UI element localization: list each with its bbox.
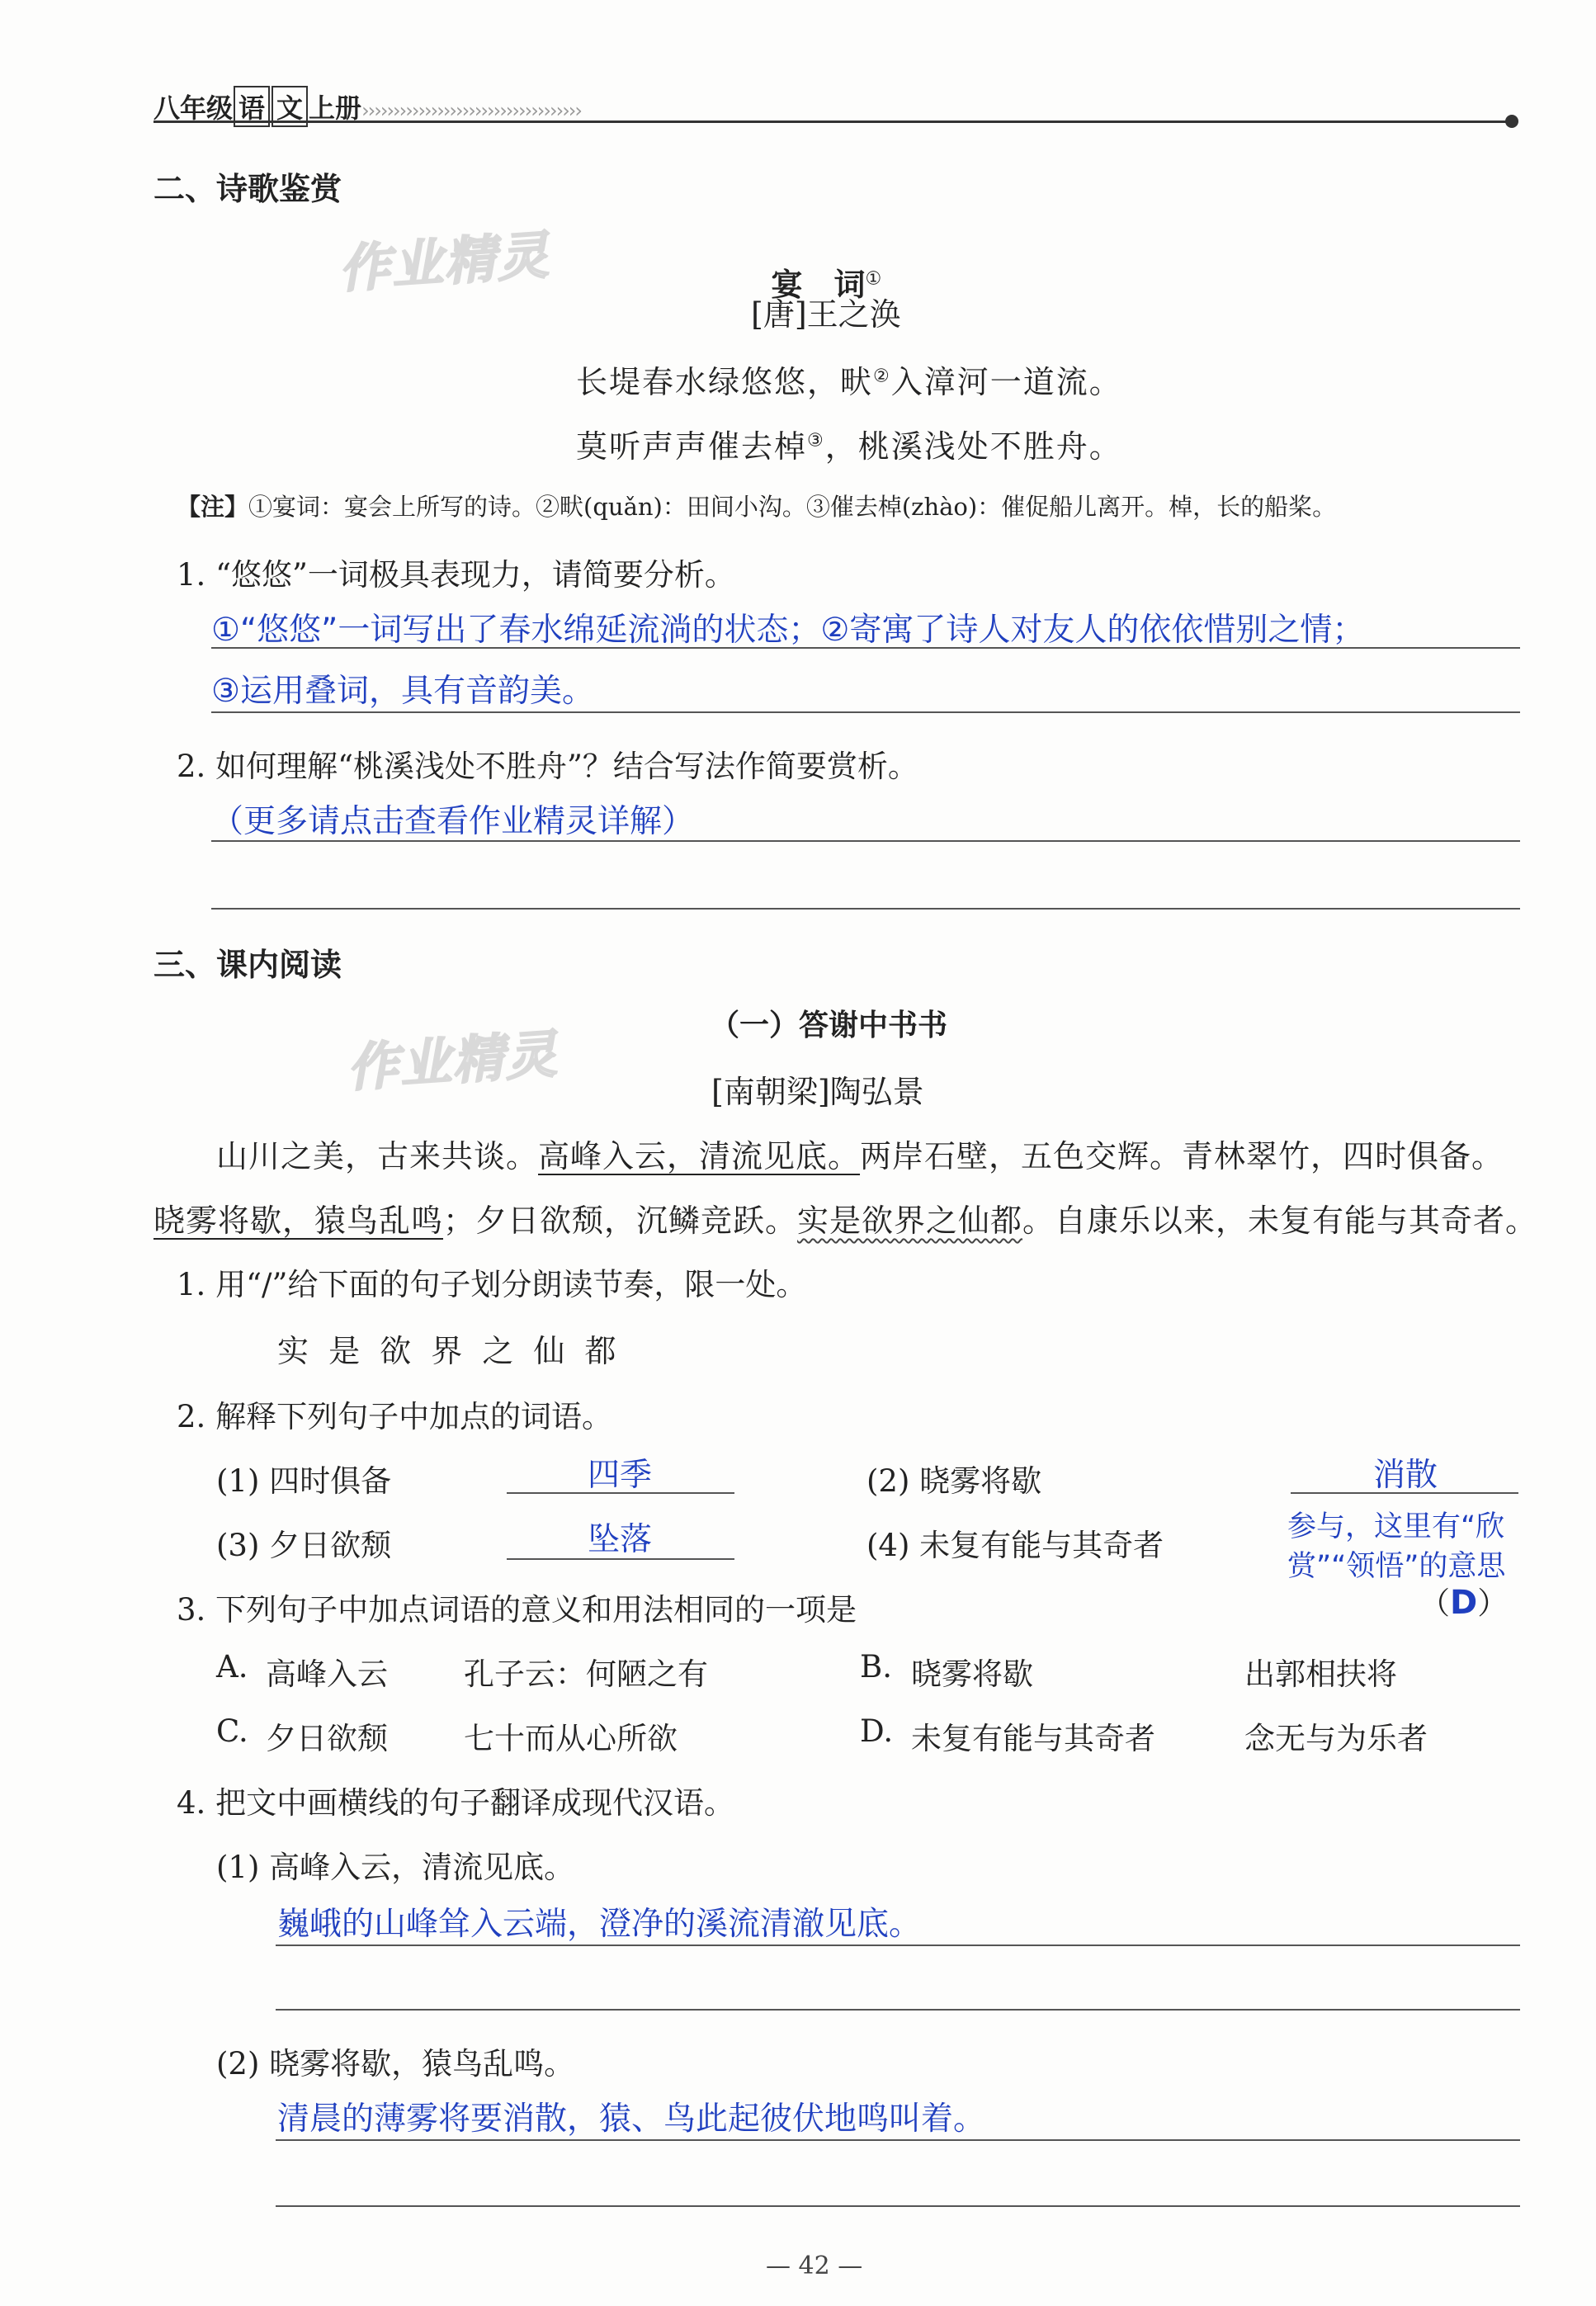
- subject-box-1: 语: [234, 86, 270, 127]
- page-number: — 42 —: [766, 2252, 863, 2280]
- option-d-right: 念无与为乐者: [1244, 1721, 1428, 1756]
- header-rule: [153, 120, 1509, 123]
- answer-line: [211, 908, 1520, 910]
- option-a-left: 高峰入云: [266, 1656, 388, 1692]
- answer-line: [276, 2009, 1520, 2011]
- q4-item-2: (2) 晓雾将歇，猿鸟乱鸣。: [216, 2046, 575, 2082]
- wavy-underlined-sentence: 实是欲界之仙都: [797, 1203, 1023, 1239]
- q2-item-3-answer: 坠落: [588, 1521, 653, 1558]
- s3-question-2: 2. 解释下列句子中加点的词语。: [177, 1399, 613, 1434]
- passage-author: [南朝梁]陶弘景: [711, 1074, 924, 1110]
- q2-item-2-answer: 消散: [1373, 1457, 1438, 1494]
- q4-item-1: (1) 高峰入云，清流见底。: [216, 1850, 575, 1885]
- grade-label: 八年级: [153, 92, 234, 124]
- option-c-right: 七十而从心所欲: [464, 1721, 678, 1756]
- option-c-letter: C.: [216, 1713, 248, 1749]
- underlined-sentence: 高峰入云，清流见底。: [538, 1138, 861, 1174]
- q2-item-3-label: (3) 夕日欲颓: [216, 1528, 392, 1563]
- s2-question-1: 1. “悠悠”一词极具表现力，请简要分析。: [177, 557, 735, 593]
- option-b-right: 出郭相扶将: [1244, 1656, 1397, 1692]
- section-2-title: 二、诗歌鉴赏: [153, 171, 342, 207]
- answer-line: [507, 1558, 734, 1560]
- s3-question-4: 4. 把文中画横线的句子翻译成现代汉语。: [177, 1785, 735, 1821]
- s3-question-3: 3. 下列句子中加点词语的意义和用法相同的一项是: [177, 1592, 857, 1628]
- poem-author: [唐]王之涣: [751, 296, 901, 333]
- option-d-letter: D.: [860, 1713, 894, 1749]
- option-c-left: 夕日欲颓: [266, 1721, 388, 1756]
- option-a-right: 孔子云：何陋之有: [464, 1656, 708, 1692]
- q2-item-4-label: (4) 未复有能与其奇者: [866, 1528, 1164, 1563]
- section-3-title: 三、课内阅读: [153, 947, 342, 983]
- answer-line: [276, 1945, 1520, 1946]
- poem-note: 【注】①宴词：宴会上所写的诗。②畎(quǎn)：田间小沟。③催去棹(zhào)：催促船儿离开。棹，长的船桨。: [177, 493, 1337, 521]
- poem-title-note: ①: [865, 268, 882, 290]
- q2-item-4-answer: 参与，这里有“欣赏”“领悟”的意思: [1287, 1510, 1506, 1583]
- option-b-letter: B.: [860, 1649, 892, 1685]
- poem-line-1: 长堤春水绿悠悠，畎②入漳河一道流。: [576, 364, 1122, 400]
- s2-answer-1-line-2: ③运用叠词，具有音韵美。: [211, 673, 594, 710]
- s2-answer-2[interactable]: （更多请点击查看作业精灵详解）: [211, 803, 695, 840]
- watermark-2: 作业精灵: [345, 1023, 560, 1099]
- q2-item-1-label: (1) 四时俱备: [216, 1463, 392, 1499]
- answer-line: [211, 840, 1520, 842]
- underlined-sentence: 晓雾将歇，猿鸟乱鸣: [153, 1203, 444, 1239]
- q3-answer-bracket: （D）: [1419, 1584, 1509, 1622]
- volume-label: 上册: [309, 92, 362, 124]
- passage-line-1: 山川之美，古来共谈。高峰入云，清流见底。两岸石壁，五色交辉。青林翠竹，四时俱备。: [216, 1138, 1504, 1174]
- q4-item-1-answer: 巍峨的山峰耸入云端，澄净的溪流清澈见底。: [277, 1906, 922, 1943]
- header-rule-dot: [1505, 115, 1518, 128]
- passage-line-2: 晓雾将歇，猿鸟乱鸣；夕日欲颓，沉鳞竞跃。实是欲界之仙都。自康乐以来，未复有能与其奇者。: [153, 1203, 1538, 1239]
- s2-answer-1-line-1: ①“悠悠”一词写出了春水绵延流淌的状态；②寄寓了诗人对友人的依依惜别之情；: [211, 612, 1365, 649]
- option-d-left: 未复有能与其奇者: [911, 1721, 1155, 1756]
- header-arrows: ›››››››››››››››››››››››››››››››››››: [361, 99, 581, 122]
- s3-question-1: 1. 用“/”给下面的句子划分朗读节奏，限一处。: [177, 1267, 807, 1302]
- poem-title: 宴 词①: [771, 267, 882, 303]
- poem-line-2: 莫听声声催去棹③，桃溪浅处不胜舟。: [576, 428, 1122, 465]
- answer-line: [507, 1492, 734, 1494]
- passage-title: （一）答谢中书书: [710, 1009, 948, 1042]
- subject-box-2: 文: [272, 86, 308, 127]
- s3-q1-sentence: 实 是 欲 界 之 仙 都: [277, 1333, 621, 1369]
- option-a-letter: A.: [216, 1649, 248, 1685]
- answer-line: [276, 2205, 1520, 2207]
- answer-line: [276, 2139, 1520, 2141]
- answer-line: [211, 711, 1520, 713]
- answer-line: [211, 647, 1520, 649]
- q2-item-1-answer: 四季: [588, 1457, 653, 1494]
- s2-question-2: 2. 如何理解“桃溪浅处不胜舟”？结合写法作简要赏析。: [177, 749, 918, 784]
- q3-answer: D: [1450, 1584, 1478, 1622]
- option-b-left: 晓雾将歇: [911, 1656, 1033, 1692]
- answer-line: [1291, 1492, 1518, 1494]
- q4-item-2-answer: 清晨的薄雾将要消散，猿、鸟此起彼伏地鸣叫着。: [277, 2100, 986, 2138]
- watermark-1: 作业精灵: [337, 224, 552, 300]
- q2-item-2-label: (2) 晓雾将歇: [866, 1463, 1042, 1499]
